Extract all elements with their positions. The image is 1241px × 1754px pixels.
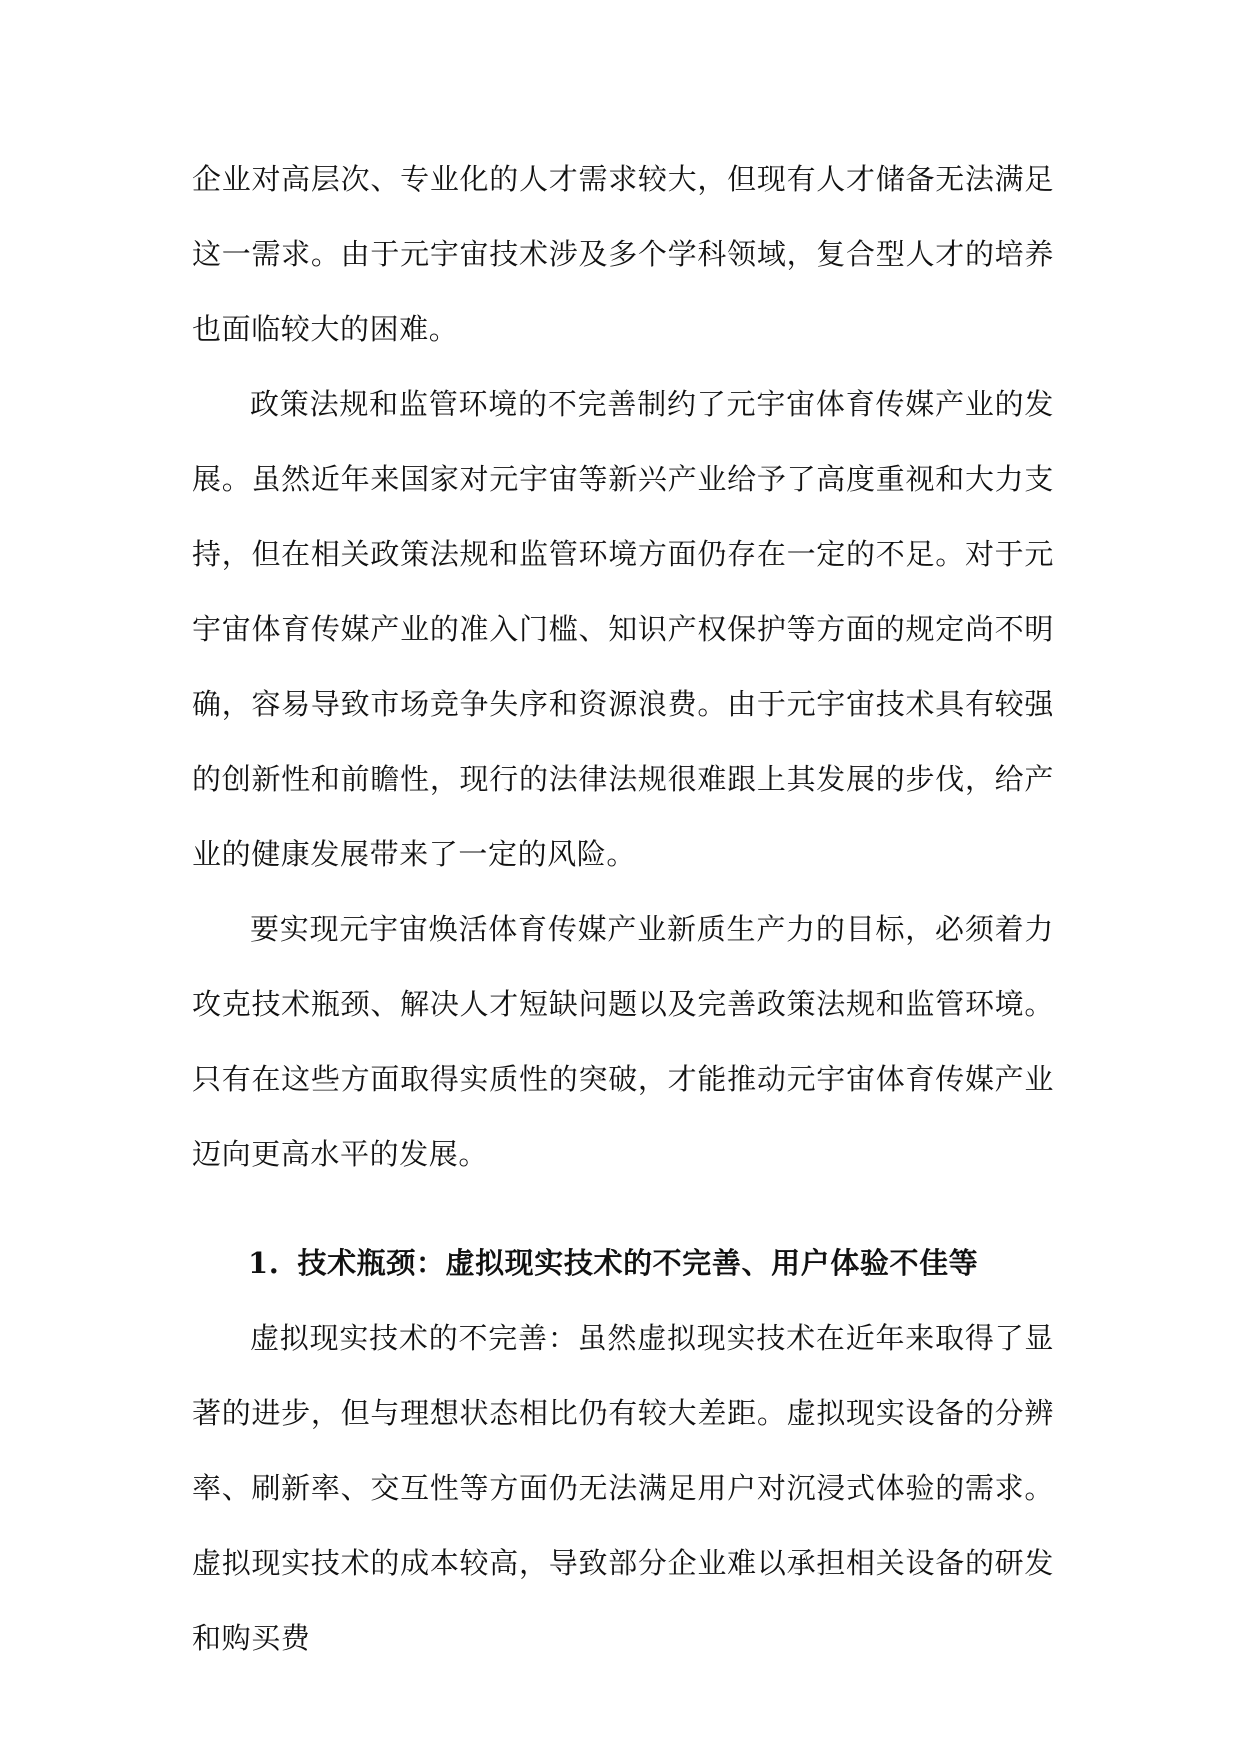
section-heading [192,1226,1054,1301]
section-heading-text: 技术瓶颈：虚拟现实技术的不完善、用户体验不佳等 [297,1246,979,1280]
section-heading-number: 1. [248,1246,280,1280]
policy-paragraph: 政策法规和监管环境的不完善制约了元宇宙体育传媒产业的发展。虽然近年来国家对元宇宙等新兴产业给予了高度重视和大力支持，但在相关政策法规和监管环境方面仍存在一定的不足。对于元宇宙体育传媒产业的准入门槛、知识产权保护等方面的规定尚不明确，容易导致市场竞争失序和资源浪费。由于元宇宙技术具有较强的创新性和前瞻性，现行的法律法规很难跟上其发展的步伐，给产业的健康发展带来了一定的风险。 [192,387,1054,871]
summary-paragraph: 要实现元宇宙焕活体育传媒产业新质生产力的目标，必须着力攻克技术瓶颈、解决人才短缺问题以及完善政策法规和监管环境。只有在这些方面取得实质性的突破，才能推动元宇宙体育传媒产业迈向更高水平的发展。 [192,912,1054,1171]
vr-technology-paragraph: 虚拟现实技术的不完善：虽然虚拟现实技术在近年来取得了显著的进步，但与理想状态相比仍有较大差距。虚拟现实设备的分辨率、刷新率、交互性等方面仍无法满足用户对沉浸式体验的需求。虚拟现实技术的成本较高，导致部分企业难以承担相关设备的研发和购买费 [192,1321,1054,1655]
document-body [192,142,1054,1676]
talent-paragraph-continued: 企业对高层次、专业化的人才需求较大，但现有人才储备无法满足这一需求。由于元宇宙技术涉及多个学科领域，复合型人才的培养也面临较大的困难。 [192,162,1054,346]
